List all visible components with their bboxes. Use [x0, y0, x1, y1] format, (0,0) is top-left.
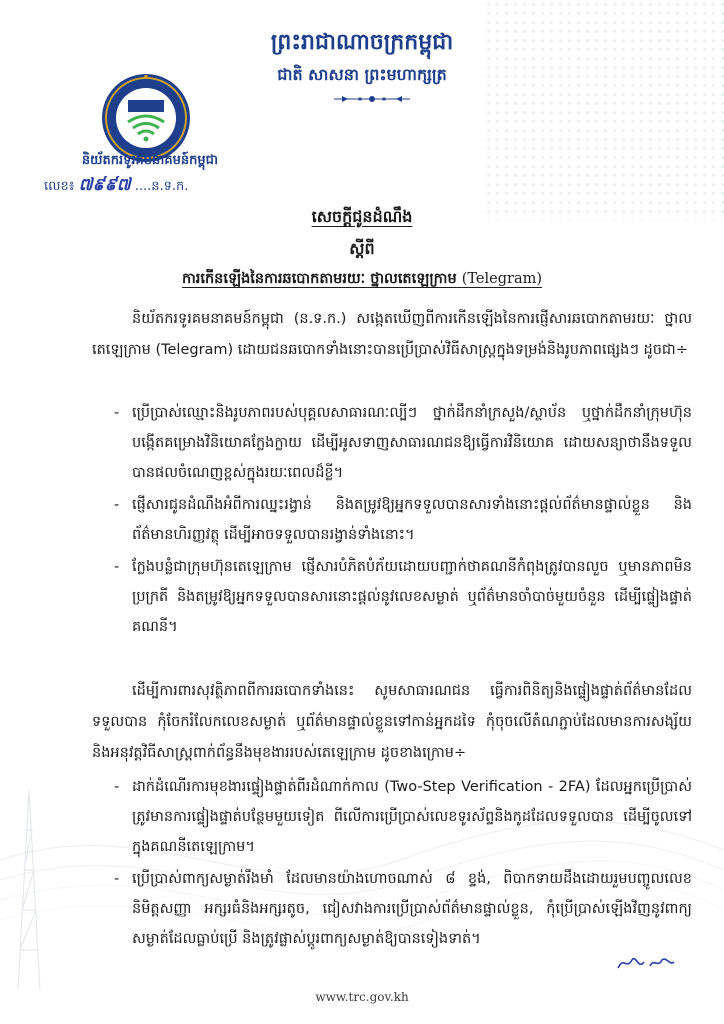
list-item — [114, 772, 692, 862]
subject-khmer: ការកើនឡើងនៃការឆបោកតាមរយៈ ថ្នាលតេឡេក្រាម — [181, 271, 457, 287]
handwritten-initials-icon — [616, 952, 676, 974]
list-item-text: ប្រើប្រាស់ឈ្មោះនិងរូបភាពរបស់បុគ្គលសាធារណៈល្បីៗ ថ្នាក់ដឹកនាំក្រសួង/ស្ថាប័ន ឬថ្នាក់ដឹកនាំក្រុមហ៊ុន បង្កើតគម្រោងវិនិយោគក្លែងក្លាយ ដើម្បីអូសទាញសាធារណជនឱ្យធ្វើការវិនិយោគ ដោយសន្យាថានឹងទទួលបានផលចំណេញខ្ពស់ក្នុងរយៈពេលដ៏ខ្លី។ — [132, 405, 692, 481]
reference-number: ៧៩៩៧ — [78, 175, 131, 195]
document-title: សេចក្ដីជូនដំណឹង — [311, 207, 413, 226]
list-item — [114, 398, 692, 488]
document-subject — [0, 270, 724, 291]
bullet-dash: - — [114, 497, 120, 513]
reference-number-line — [44, 174, 188, 199]
intro-paragraph: និយ័តករទូរគមនាគមន៍កម្ពុជា (ន.ទ.ក.) សង្កេតឃើញពីការកើនឡើងនៃការផ្ញើសារឆបោកតាមរយៈ ថ្នាលតេឡេក្រាម (Telegram) ដោយជនឆបោកទាំងនោះបានប្រើប្រាស់វិធីសាស្ត្រក្នុងទម្រង់និងរូបភាពផ្សេងៗ ដូចជា÷ — [92, 311, 692, 358]
list-item-text: ប្រើប្រាស់ពាក្យសម្ងាត់រឹងមាំ ដែលមានយ៉ាងហោចណាស់ ៨ ខ្ទង់, ពិបាកទាយដឹងដោយរួមបញ្ចូលលេខ និមិត្តសញ្ញា អក្សរធំនិងអក្សរតូច, ជៀសវាងការប្រើប្រាស់ព័ត៌មានផ្ទាល់ខ្លួន, កុំប្រើប្រាស់ឡើងវិញនូវពាក្យសម្ងាត់ដែលធ្លាប់ប្រើ និងត្រូវផ្លាស់ប្ដូរពាក្យសម្ងាត់ឱ្យបានទៀងទាត់។ — [132, 871, 692, 947]
list-item — [114, 490, 692, 550]
list-item-text: ផ្ញើសារជូនដំណឹងអំពីការឈ្នះរង្វាន់ និងតម្រូវឱ្យអ្នកទទួលបានសារទាំងនោះផ្ដល់ព័ត៌មានផ្ទាល់ខ្លួន និងព័ត៌មានហិរញ្ញវត្ថុ ដើម្បីអាចទទួលបានរង្វាន់ទាំងនោះ។ — [132, 497, 692, 543]
reference-suffix: ....ន.ទ.ក. — [134, 179, 189, 194]
subject-latin: (Telegram) — [461, 271, 543, 287]
antenna-tower-decoration — [14, 790, 44, 990]
prevention-paragraph: ដើម្បីការពារសុវត្ថិភាពពីការឆបោកទាំងនេះ សូមសាធារណជន ធ្វើការពិនិត្យនិងផ្ទៀងផ្ទាត់ព័ត៌មានដែលទទួលបាន កុំចែករំលែកលេខសម្ងាត់ ឬព័ត៌មានផ្ទាល់ខ្លួនទៅកាន់អ្នកដទៃ កុំចុចលើតំណភ្ជាប់ដែលមានការសង្ស័យ និងអនុវត្តវិធីសាស្ត្រពាក់ព័ន្ធនឹងមុខងាររបស់តេឡេក្រាម ដូចខាងក្រោម÷ — [92, 683, 692, 761]
bullet-dash: - — [114, 871, 120, 887]
kingdom-heading: ព្រះរាជាណាចក្រកម្ពុជា — [270, 29, 454, 55]
document-about-label: ស្ដីពី — [349, 239, 375, 258]
footer-website: www.trc.gov.kh — [315, 990, 409, 1004]
list-item-text: ដាក់ដំណើរការមុខងារផ្ទៀងផ្ទាត់ពីរដំណាក់កាល (Two-Step Verification - 2FA) ដែលអ្នកប្រើប្រាស់ត្រូវមានការផ្ទៀងផ្ទាត់បន្ថែមមួយទៀត ពីលើការប្រើប្រាស់លេខទូរស័ព្ទនិងកូដដែលទទួលបាន ដើម្បីចូលទៅក្នុងគណនីតេឡេក្រាម។ — [132, 779, 692, 855]
list-item — [114, 552, 692, 642]
organization-name: និយ័តករទូរគមនាគមន៍កម្ពុជា — [81, 153, 219, 168]
bullet-dash: - — [114, 559, 120, 575]
bullet-dash: - — [114, 779, 120, 795]
reference-prefix: លេខ៖ — [44, 179, 75, 194]
list-item-text: ក្លែងបន្លំជាក្រុមហ៊ុនតេឡេក្រាម ផ្ញើសារបំភិតបំភ័យដោយបញ្ជាក់ថាគណនីកំពុងត្រូវបានលួច ឬមានភាពមិនប្រក្រតី និងតម្រូវឱ្យអ្នកទទួលបានសារនោះផ្ដល់នូវលេខសម្ងាត់ ឬព័ត៌មានចាំបាច់មួយចំនួន ដើម្បីផ្ទៀងផ្ទាត់គណនី។ — [132, 559, 692, 635]
national-motto: ជាតិ សាសនា ព្រះមហាក្សត្រ — [277, 65, 447, 84]
list-item — [114, 864, 692, 954]
ornament-divider-icon — [332, 94, 412, 104]
bullet-dash: - — [114, 405, 120, 421]
